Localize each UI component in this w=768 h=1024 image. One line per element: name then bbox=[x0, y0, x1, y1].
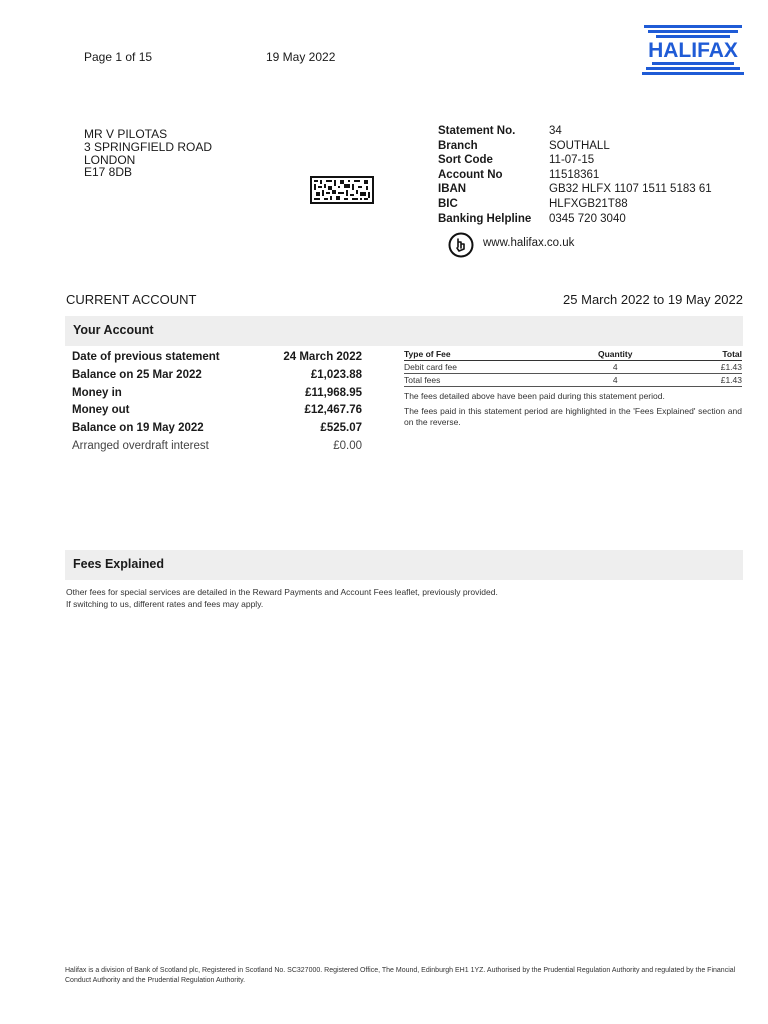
account-details bbox=[438, 124, 738, 226]
detail-value: 11-07-15 bbox=[549, 154, 595, 167]
detail-label: Branch bbox=[438, 139, 478, 152]
table-cell: Debit card fee bbox=[404, 361, 573, 374]
detail-row-statement-no bbox=[438, 124, 738, 139]
summary-row bbox=[72, 385, 362, 403]
summary-value: £0.00 bbox=[333, 439, 362, 452]
summary-label: Money in bbox=[72, 386, 122, 399]
detail-label: IBAN bbox=[438, 183, 467, 196]
detail-label: BIC bbox=[438, 197, 458, 210]
detail-value: GB32 HLFX 1107 1511 5183 61 bbox=[549, 183, 712, 196]
summary-value: £11,968.95 bbox=[305, 386, 362, 399]
column-header: Type of Fee bbox=[404, 348, 573, 361]
fees-explained-text bbox=[66, 586, 498, 610]
fees-explained-heading: Fees Explained bbox=[73, 557, 165, 571]
account-summary bbox=[72, 349, 362, 456]
table-cell: £1.43 bbox=[658, 361, 743, 374]
detail-label: Sort Code bbox=[438, 154, 493, 167]
detail-label: Statement No. bbox=[438, 125, 516, 137]
summary-value: £12,467.76 bbox=[304, 404, 362, 417]
detail-value: 0345 720 3040 bbox=[549, 212, 626, 225]
table-cell: 4 bbox=[573, 374, 658, 387]
summary-label: Date of previous statement bbox=[72, 351, 220, 363]
table-row bbox=[404, 361, 742, 374]
table-cell: 4 bbox=[573, 361, 658, 374]
summary-value: £1,023.88 bbox=[310, 368, 362, 381]
fee-table-header bbox=[404, 348, 742, 361]
statement-period: 25 March 2022 to 19 May 2022 bbox=[563, 292, 743, 307]
address-line: E17 8DB bbox=[84, 165, 133, 180]
logo-wordmark: HALIFAX bbox=[648, 39, 738, 62]
address-line: 3 SPRINGFIELD ROAD bbox=[84, 139, 213, 154]
summary-row bbox=[72, 402, 362, 420]
website-url[interactable]: www.halifax.co.uk bbox=[483, 237, 575, 249]
fees-explained-line: Other fees for special services are detailed in the Reward Payments and Account Fees leaflet, previously provided. bbox=[66, 587, 498, 597]
pointer-hand-icon bbox=[448, 232, 474, 258]
table-row bbox=[404, 374, 742, 387]
detail-row-account-no bbox=[438, 168, 738, 183]
detail-value: HLFXGB21T88 bbox=[549, 197, 628, 210]
summary-row bbox=[72, 420, 362, 438]
website-link[interactable] bbox=[448, 232, 648, 258]
page-number: Page 1 of 15 bbox=[84, 50, 153, 64]
address-line: MR V PILOTAS bbox=[84, 127, 168, 141]
detail-row-iban bbox=[438, 182, 738, 197]
detail-row-branch bbox=[438, 139, 738, 154]
your-account-header bbox=[65, 316, 743, 346]
summary-row bbox=[72, 349, 362, 367]
summary-label: Arranged overdraft interest bbox=[72, 439, 209, 452]
summary-label: Money out bbox=[72, 404, 130, 417]
fees-explained-line: If switching to us, different rates and fees may apply. bbox=[66, 599, 264, 609]
summary-label: Balance on 19 May 2022 bbox=[72, 422, 204, 435]
detail-label: Account No bbox=[438, 168, 503, 181]
fee-table bbox=[404, 348, 742, 387]
your-account-heading: Your Account bbox=[73, 323, 154, 337]
fee-note: The fees paid in this statement period are highlighted in the 'Fees Explained' section and on the reverse. bbox=[404, 406, 742, 427]
account-type-title: CURRENT ACCOUNT bbox=[66, 292, 197, 307]
address-line: LONDON bbox=[84, 152, 136, 167]
summary-row bbox=[72, 438, 362, 456]
column-header: Quantity bbox=[573, 348, 658, 361]
halifax-logo bbox=[642, 24, 744, 76]
legal-footer: Halifax is a division of Bank of Scotland plc, Registered in Scotland No. SC327000. Registered Office, The Mound, Edinburgh EH1 1YZ. Authorised by the Prudential Regulation Authority and regulated by the Financial Conduct Authority and the Prudential Regulation Authority. bbox=[65, 967, 736, 984]
fees-explained-header bbox=[65, 550, 743, 580]
detail-row-helpline bbox=[438, 212, 738, 227]
detail-row-bic bbox=[438, 197, 738, 212]
table-cell: £1.43 bbox=[658, 374, 743, 387]
detail-row-sort-code bbox=[438, 153, 738, 168]
column-header: Total bbox=[658, 348, 743, 361]
fee-note: The fees detailed above have been paid during this statement period. bbox=[404, 391, 665, 401]
detail-label: Banking Helpline bbox=[438, 212, 532, 225]
summary-label: Balance on 25 Mar 2022 bbox=[72, 368, 202, 381]
table-cell: Total fees bbox=[404, 374, 573, 387]
summary-value: £525.07 bbox=[320, 422, 362, 435]
fee-summary bbox=[404, 348, 742, 428]
detail-value: 11518361 bbox=[549, 168, 600, 181]
detail-value: 34 bbox=[549, 125, 562, 137]
summary-value: 24 March 2022 bbox=[283, 351, 362, 363]
detail-value: SOUTHALL bbox=[549, 139, 610, 152]
mail-barcode bbox=[310, 176, 374, 204]
summary-row bbox=[72, 367, 362, 385]
customer-address bbox=[84, 128, 212, 179]
statement-date: 19 May 2022 bbox=[266, 50, 336, 64]
